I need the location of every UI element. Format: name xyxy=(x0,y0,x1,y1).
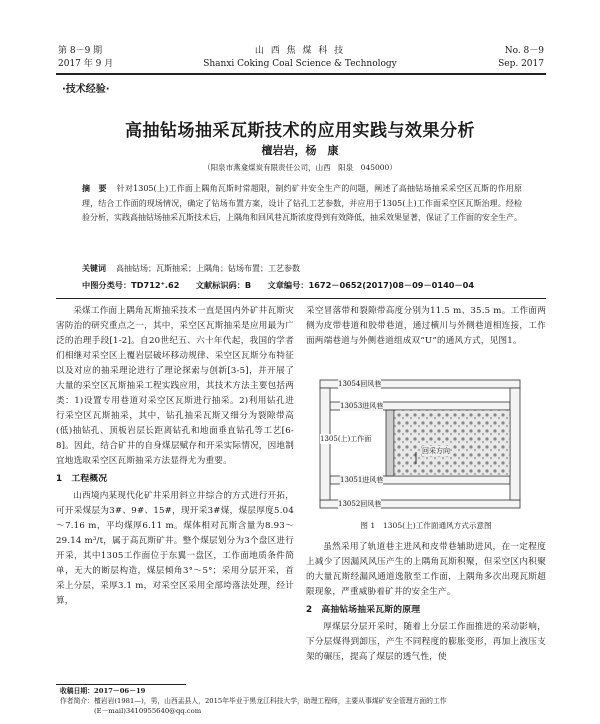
keywords xyxy=(82,263,522,275)
cross-cut xyxy=(510,388,520,500)
label-13054: 13054回风巷 xyxy=(338,380,382,388)
label-mining-direction: 回采方向 xyxy=(422,447,450,455)
intro-paragraph: 采煤工作面上隅角瓦斯抽采技术一直是国内外矿井瓦斯灾害防治的研究重点之一，其中，采空区瓦斯抽采是应用最为广泛的治理手段[1-2]。自20世纪五、六十年代起，我国的学者们相继对采空区上覆岩层破坏移动规律、采空区瓦斯分布特征以及对应的抽采理论进行了理论探索与创新[3-5]，并开展了大量的采空区瓦斯抽采工程实践应用，其技术方法主要包括两类：1)设置专用巷道对采空区瓦斯进行抽采。2)利用钻孔进行采空区瓦斯抽采，其中，钻孔抽采瓦斯又细分为裂隙带高(低)抽钻孔、顶板岩层长距离钻孔和地面垂直钻孔等工艺[6-8]。因此，结合矿井的自身煤层赋存和开采实际情况，因地制宜地选取采空区瓦斯抽采方法显得尤为重要。 xyxy=(56,306,294,466)
keywords-label: 关键词 xyxy=(82,264,106,273)
abstract-rule xyxy=(56,298,546,299)
header-rule xyxy=(56,73,546,75)
figure-1-caption: 图 1 1305(上)工作面通风方式示意图 xyxy=(360,521,492,530)
goaf-area xyxy=(394,410,510,476)
working-face xyxy=(386,410,394,476)
column-label: ·技术经验· xyxy=(62,84,110,95)
journal-name-cn: 山 西 焦 煤 科 技 xyxy=(254,46,346,56)
section-1-heading: 1 工程概况 xyxy=(56,474,108,484)
footnote-rule xyxy=(56,684,186,685)
right-column-bottom xyxy=(306,540,546,665)
figure-1 xyxy=(316,372,536,512)
left-column xyxy=(56,304,294,609)
classification-line: 中图分类号：TD712⁺.62 文献标识码：B 文章编号：1672－0652(2017)08－09－0140－04 xyxy=(82,280,475,290)
affiliation: （阳泉市燕龛煤炭有限责任公司，山西 阳泉 045000） xyxy=(203,163,397,172)
label-13053: 13053进风巷 xyxy=(340,402,384,410)
footnote xyxy=(60,686,546,716)
journal-name-en: Shanxi Coking Coal Science & Technology xyxy=(203,59,397,69)
abstract-label: 摘 要 xyxy=(82,184,107,193)
right-paragraph-2: 虽然采用了轨道巷主进风和皮带巷辅助进风，在一定程度上减少了因漏风风压产生的上隅角瓦斯积聚，但采空区内积聚的大量瓦斯经漏风通道逸散至工作面，上隅角多次出现瓦斯超限现象，严重威胁着矿井的安全生产。 xyxy=(306,542,546,597)
side-road xyxy=(320,388,330,500)
article-title: 高抽钻场抽采瓦斯技术的应用实践与效果分析 xyxy=(125,121,475,141)
date-cn: 2017 年 9 月 xyxy=(58,59,114,69)
authors: 檀岩岩，杨 康 xyxy=(261,144,339,157)
author-bio: 作者简介：檀岩岩(1981—)，男，山西盂县人，2015年毕业于黑龙江科技大学，助理工程师，主要从事煤矿安全管理方面的工作 xyxy=(60,697,447,705)
section-2-heading: 2 高抽钻场抽采瓦斯的原理 xyxy=(306,605,421,615)
right-column-top xyxy=(306,304,546,349)
abstract xyxy=(82,182,522,226)
date-en: Sep. 2017 xyxy=(498,59,544,69)
keywords-text: 高抽钻场；瓦斯抽采；上隅角；钻场布置；工艺参数 xyxy=(116,264,300,273)
received-date: 收稿日期：2017－06－19 xyxy=(60,687,146,695)
right-paragraph-1: 采空冒落带和裂隙带高度分别为11.5 m、35.5 m。工作面两侧为皮带巷道和胶带巷道，通过横川与外侧巷道相连接，工作面两端巷道与外侧巷道组成双“U”的通风方式，见图1。 xyxy=(306,306,546,346)
label-working-face: 1305(上)工作面 xyxy=(320,435,372,443)
abstract-text: 针对1305(上)工作面上隅角瓦斯时常超限，制约矿井安全生产的问题，阐述了高抽钻场抽采采空区瓦斯的作用原理，结合工作面的现场情况，确定了钻场布置方案，设计了钻孔工艺参数，并应用于1305(上)工作面采空区瓦斯治理。经检验分析，实践高抽钻场抽采瓦斯技术后，上隅角和回风巷瓦斯浓度得到有效降低，抽采效果显著，保证了工作面的安全生产。 xyxy=(82,184,522,222)
issue-number-cn: 第 8－9 期 xyxy=(58,46,103,56)
author-email: (E－mail)3410955640@qq.com xyxy=(94,707,202,715)
issue-number-en: No. 8－9 xyxy=(504,46,544,56)
label-13051: 13051进风巷 xyxy=(340,476,384,484)
label-13052: 13052回风巷 xyxy=(338,500,382,508)
section-2-paragraph: 厚煤层分层开采时，随着上分层工作面推进的采动影响，下分层煤得到卸压，产生不同程度的膨胀变形，再加上液压支架的碾压，提高了煤层的透气性，使 xyxy=(306,622,546,662)
section-1-paragraph: 山西境内某现代化矿井采用斜立井综合的方式进行开拓，可开采煤层为3#、9#、15#，现开采3#煤，煤层厚度5.04～7.16 m，平均煤厚6.11 m。煤体相对瓦斯含量为8.93～29.14 m³/t，属于高瓦斯矿井。整个煤层划分为3个盘区进行开采，其中1305工作面位于东翼一盘区，工作面地质条件简单，无大的断层构造，煤层倾角3°～5°；采用分层开采，首采上分层，采厚3.1 m，对采空区采用全部垮落法处理，经计算， xyxy=(56,491,294,606)
